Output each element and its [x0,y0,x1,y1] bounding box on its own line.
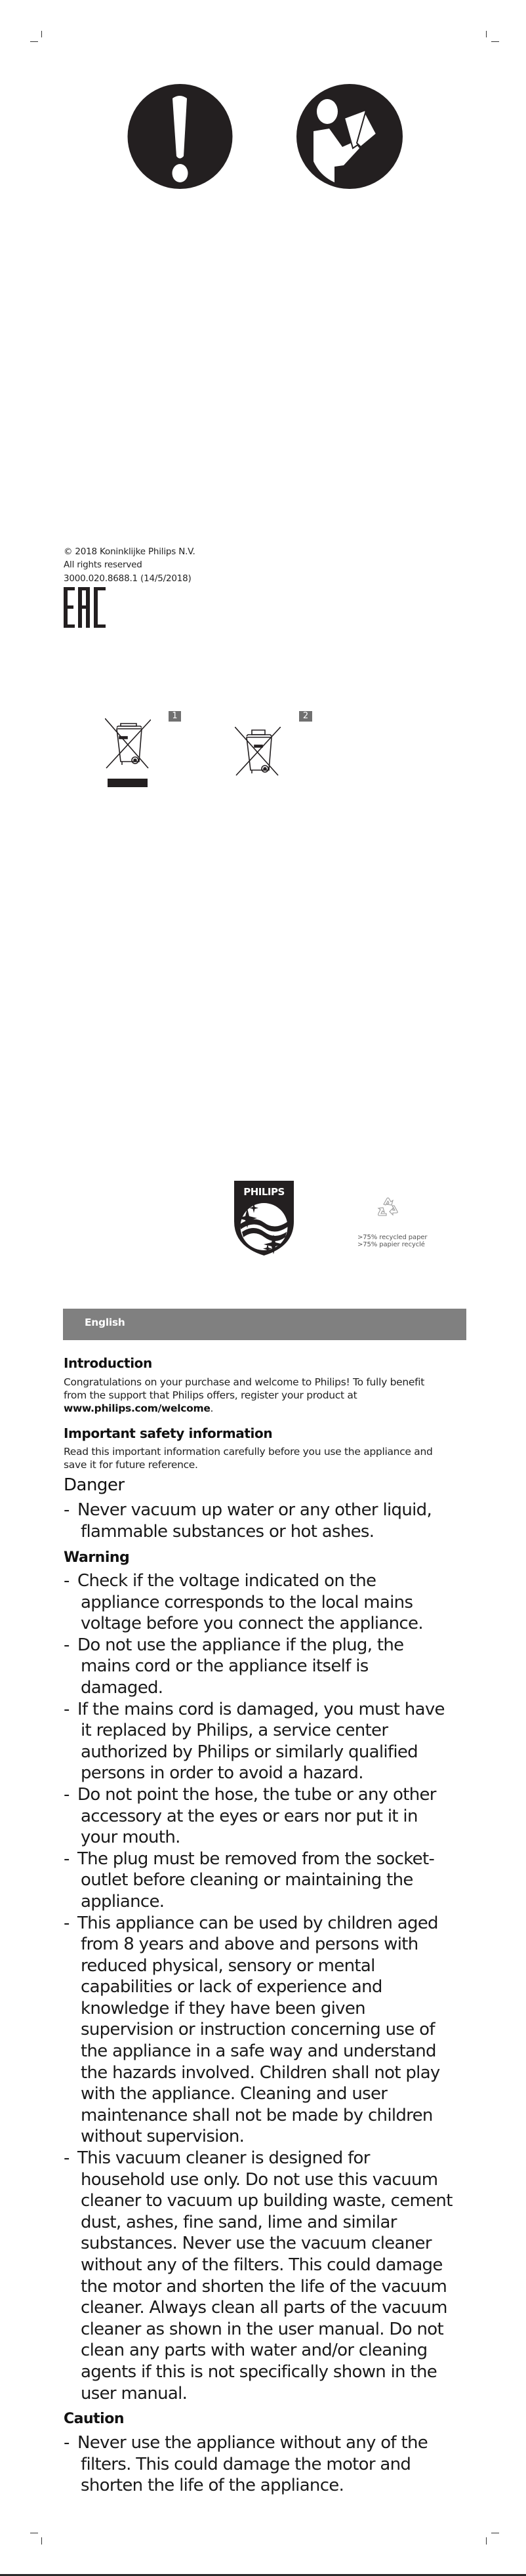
bullet-dash: - [64,2148,70,2169]
warning-bullet: - If the mains cord is damaged, you must have it replaced by Philips, a service center authorized by Philips or similarly qualified persons in order to avoid a hazard. [64,1699,445,1784]
safety-heading: Important safety information [64,1425,273,1441]
warning-bullet: - Check if the voltage indicated on the appliance corresponds to the local mains voltage before you connect the appliance. [64,1571,423,1634]
language-banner [63,1309,466,1340]
bullet-dash: - [64,1784,70,1805]
crop-mark-bottom-right-vertical [486,2537,487,2545]
bullet-dash: - [64,2433,70,2453]
warning-list [64,1570,470,2404]
danger-list [64,1500,470,1542]
bullet-dash: - [64,1849,70,1869]
figure-badge-1: 1 [169,711,181,722]
crop-mark-top-right-vertical [486,31,487,37]
warning-bullet: - The plug must be removed from the socket- outlet before cleaning or maintaining the appliance. [64,1849,435,1912]
philips-shield-logo [234,1181,294,1256]
warning-heading: Warning [64,1549,130,1566]
introduction-text-line: from the support that Philips offers, register your product at [64,1389,357,1401]
safety-text-line: save it for future reference. [64,1459,198,1471]
safety-text-line: Read this important information carefully before you use the appliance and [64,1446,433,1458]
bullet-dash: - [64,1699,70,1719]
bullet-dash: - [64,1500,70,1520]
warning-bullet: - This vacuum cleaner is designed for household use only. Do not use this vacuum cleaner to vacuum up building waste, cement dust, ashes, fine sand, lime and similar substances. Never use the vacuum cleaner without any of the filters. This could damage the motor and shorten the life of the vacuum cleaner. Always clean all parts of the vacuum cleaner as shown in the user manual. Do not clean any parts with water and/or cleaning agents if this is not specifically shown in the user manual. [64,2148,453,2403]
svg-text:PHILIPS: PHILIPS [243,1186,285,1198]
crossed-out-wheelie-bin-with-bar-icon [105,718,151,788]
introduction-text-line: Congratulations on your purchase and welcome to Philips! To fully benefit [64,1376,425,1388]
read-manual-icon [296,84,403,189]
crop-mark-top-left-horizontal [30,41,38,42]
crop-mark-bottom-left-vertical [41,2537,42,2545]
link-suffix: . [210,1402,214,1414]
recycle-icon [377,1195,399,1219]
bullet-dash: - [64,1635,70,1655]
caution-heading: Caution [64,2411,124,2427]
caution-list [64,2432,470,2497]
warning-bullet: - This appliance can be used by children aged from 8 years and above and persons with reduced physical, sensory or mental capabilities or lack of experience and knowledge if they have been given supervision or instruction concerning use of the appliance in a safe way and understand the hazards involved. Children shall not play with the appliance. Cleaning and user maintenance shall not be made by children without supervision. [64,1913,440,2147]
bullet-dash: - [64,1913,70,1933]
papier-recycle-text: >75% papier recyclé [357,1241,425,1248]
introduction-heading: Introduction [64,1355,152,1371]
danger-heading: Danger [64,1475,125,1495]
document-number: 3000.020.8688.1 (14/5/2018) [64,573,192,584]
exclamation-warning-icon [127,84,233,189]
caution-bullet: - Never use the appliance without any of the filters. This could damage the motor and shorten the life of the appliance. [64,2433,428,2496]
danger-bullet: - Never vacuum up water or any other liquid, flammable substances or hot ashes. [64,1500,432,1542]
warning-bullet: - Do not point the hose, the tube or any other accessory at the eyes or ears nor put it in your mouth. [64,1784,436,1848]
crop-mark-top-right-horizontal [491,41,499,42]
eac-mark-icon [64,587,106,628]
bullet-dash: - [64,1571,70,1591]
recycled-paper-text: >75% recycled paper [357,1234,428,1241]
warning-bullet: - Do not use the appliance if the plug, the mains cord or the appliance itself is damaged. [64,1635,404,1698]
crop-mark-top-left-vertical [41,31,42,37]
introduction-link-line [64,1402,213,1415]
copyright-text: © 2018 Koninklijke Philips N.V. [64,546,195,557]
figure-badge-2: 2 [299,711,312,722]
crossed-out-wheelie-bin-icon [235,727,281,777]
philips-welcome-link[interactable]: www.philips.com/welcome [64,1402,211,1414]
rights-text: All rights reserved [64,560,142,570]
language-label: English [85,1317,125,1328]
